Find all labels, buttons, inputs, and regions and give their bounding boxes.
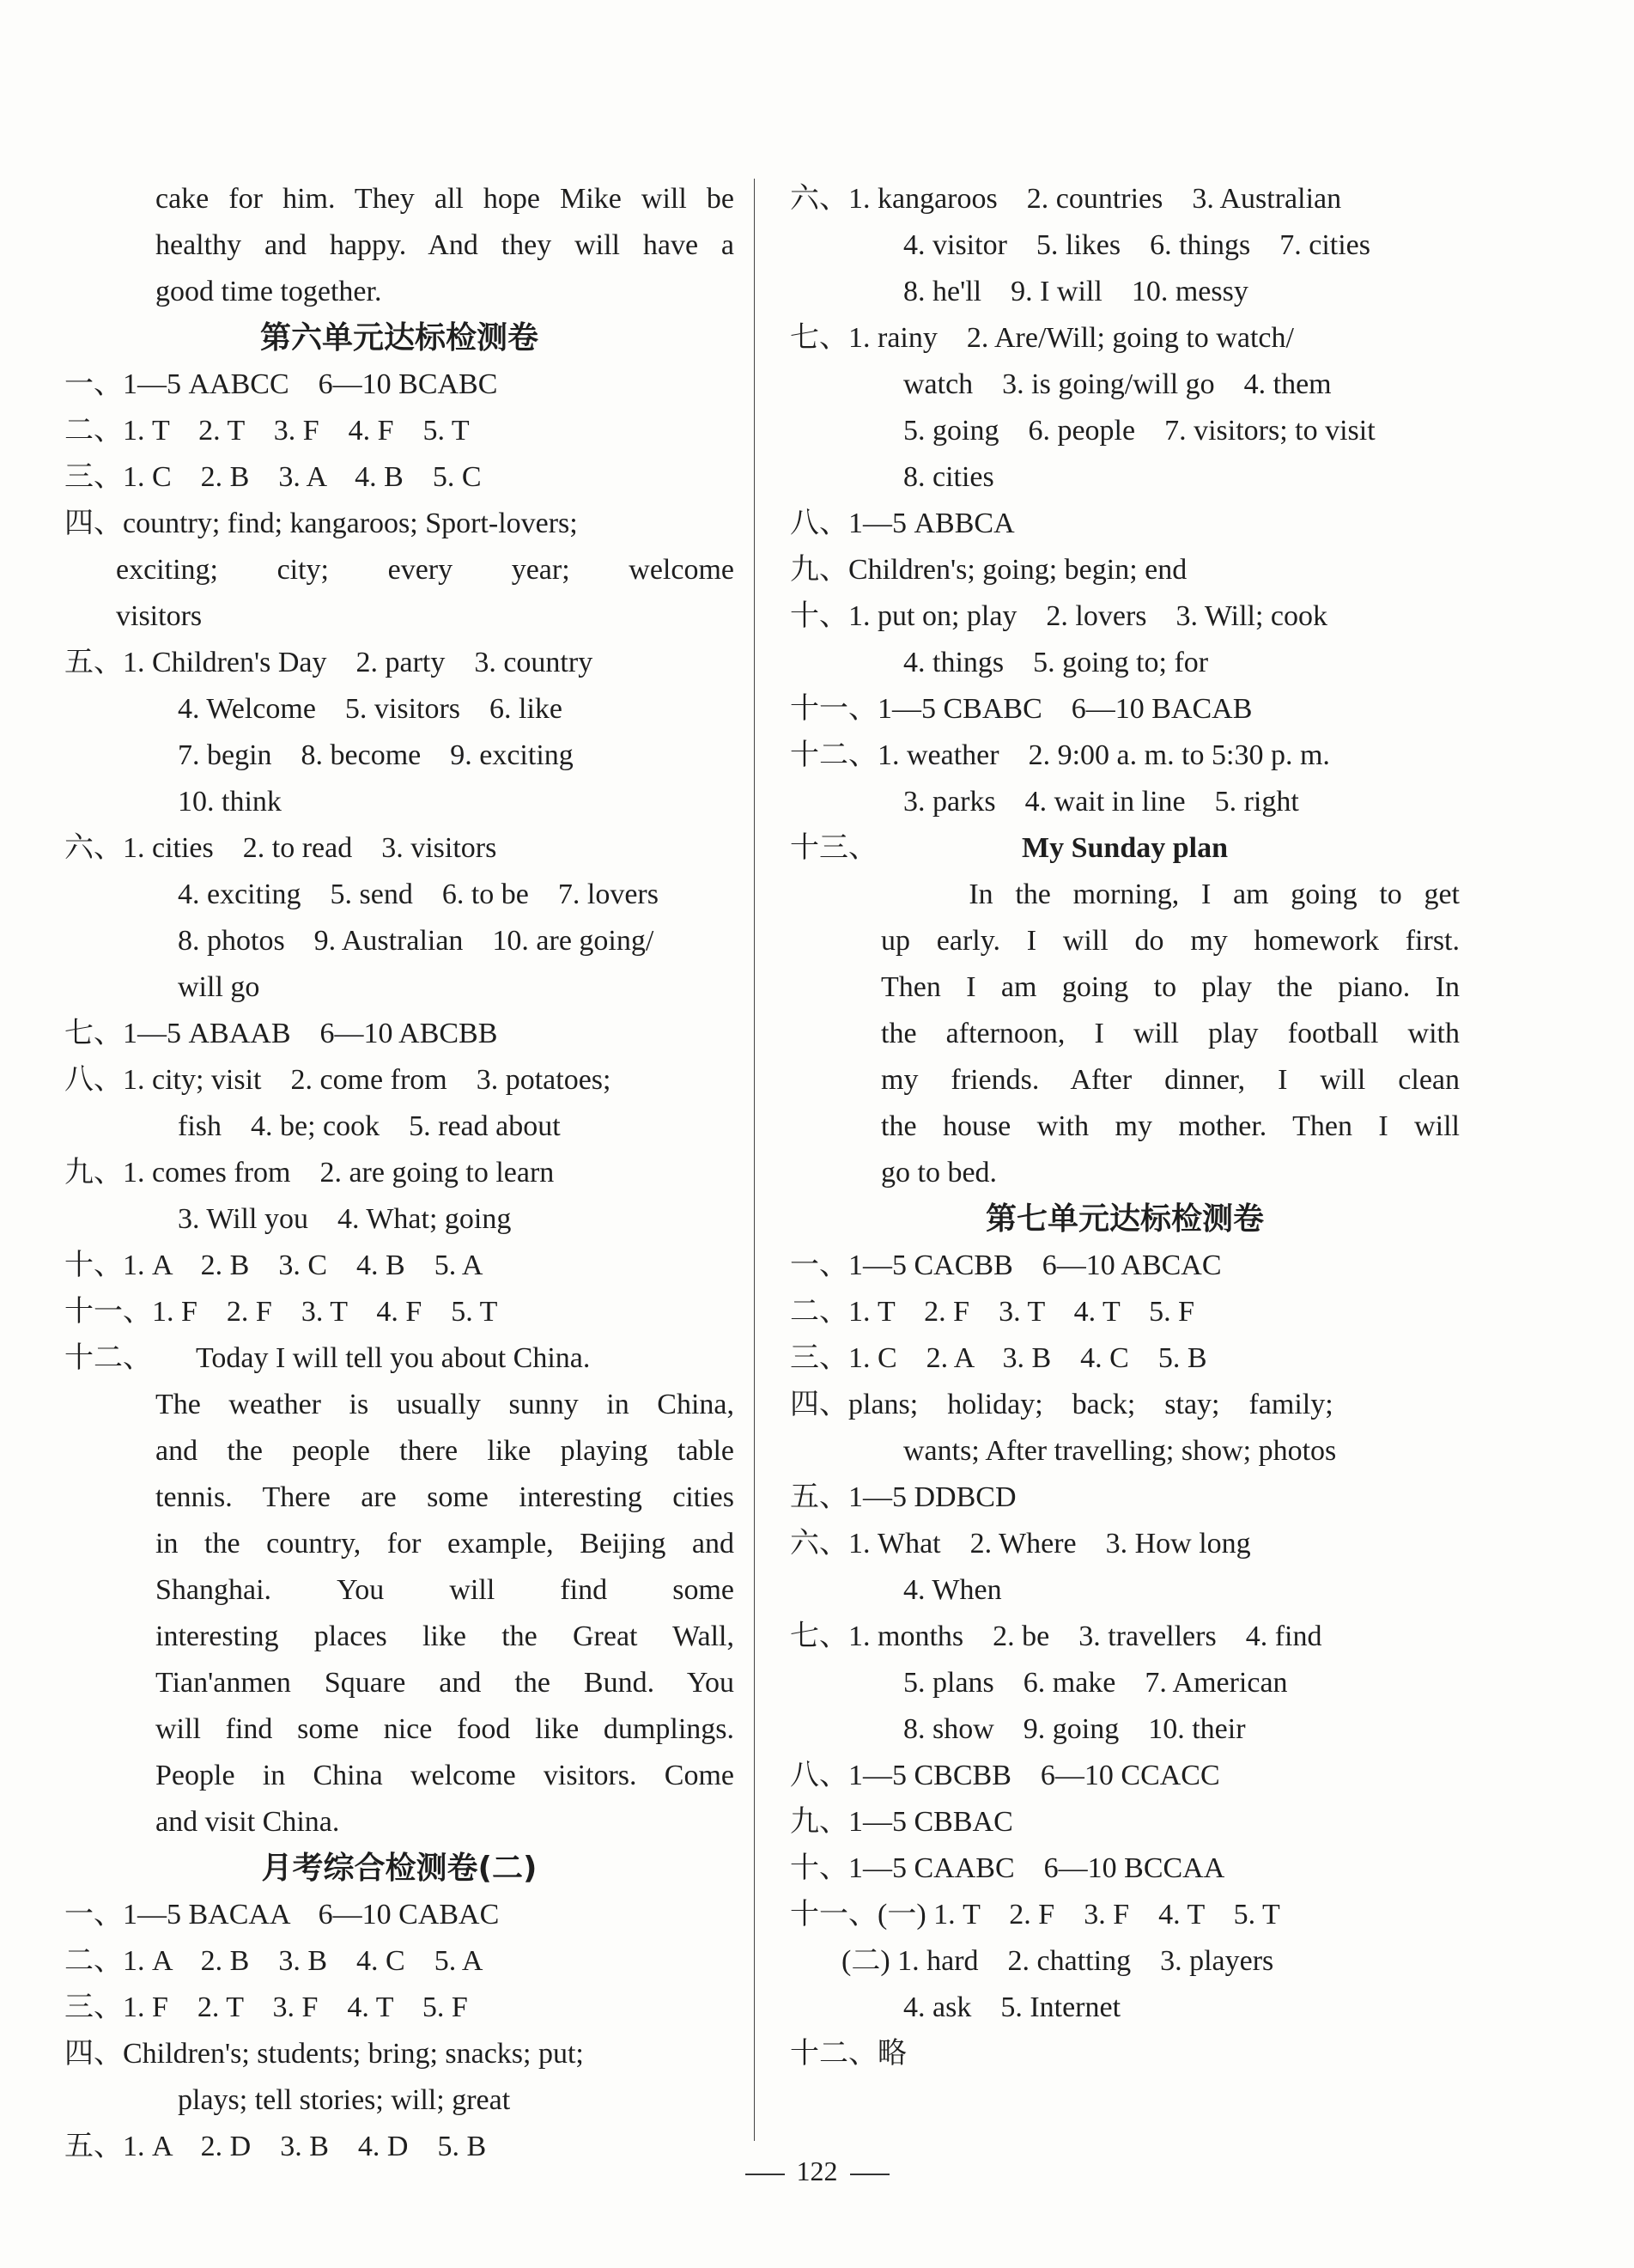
line-text: 10. think	[178, 786, 282, 818]
answer-line	[790, 315, 1460, 362]
answer-line	[64, 825, 734, 872]
line-text: 8. show 9. going 10. their	[903, 1713, 1246, 1745]
section-heading	[790, 1196, 1460, 1243]
line-text: 5. going 6. people 7. visitors; to visit	[903, 415, 1376, 447]
answer-line	[64, 1799, 734, 1845]
line-text: 六、1. kangaroos 2. countries 3. Australian	[790, 183, 1342, 215]
answer-line	[790, 222, 1460, 269]
line-text: 九、1—5 CBBAC	[790, 1806, 1013, 1838]
answer-line	[790, 547, 1460, 593]
line-text: will find some nice food like dumplings.	[155, 1713, 734, 1745]
answer-line	[790, 1428, 1460, 1475]
answer-line	[790, 593, 1460, 640]
line-text: 4. Welcome 5. visitors 6. like	[178, 693, 563, 725]
answer-line	[64, 269, 734, 315]
line-text: 三、1. C 2. A 3. B 4. C 5. B	[790, 1342, 1207, 1374]
line-text: 八、1. city; visit 2. come from 3. potatoes;	[64, 1064, 611, 1096]
answer-line	[64, 176, 734, 222]
line-text: 十一、1—5 CBABC 6—10 BACAB	[790, 693, 1253, 725]
answer-line	[64, 872, 734, 918]
answer-line	[790, 1753, 1460, 1799]
answer-line	[64, 1335, 734, 1382]
answer-line	[790, 1382, 1460, 1428]
line-text: 十一、1. F 2. F 3. T 4. F 5. T	[64, 1296, 498, 1328]
line-text: and the people there like playing table	[155, 1435, 734, 1467]
answer-line	[790, 1938, 1460, 1985]
line-text: 5. plans 6. make 7. American	[903, 1667, 1288, 1699]
answer-line	[64, 964, 734, 1011]
answer-line	[64, 2077, 734, 2124]
line-text: People in China welcome visitors. Come	[155, 1760, 734, 1791]
line-text: 十、1—5 CAABC 6—10 BCCAA	[790, 1852, 1225, 1884]
line-text: 九、1. comes from 2. are going to learn	[64, 1157, 555, 1189]
answer-line	[790, 1104, 1460, 1150]
line-text: 8. he'll 9. I will 10. messy	[903, 276, 1248, 307]
answer-line	[790, 640, 1460, 686]
answer-line	[790, 501, 1460, 547]
answer-line	[64, 1011, 734, 1057]
answer-line	[790, 1567, 1460, 1614]
answer-line	[790, 872, 1460, 918]
answer-line	[64, 501, 734, 547]
line-text: Then I am going to play the piano. In	[881, 971, 1460, 1003]
line-text: Tian'anmen Square and the Bund. You	[155, 1667, 734, 1699]
line-text: 六、1. cities 2. to read 3. visitors	[64, 832, 497, 864]
line-text: 4. visitor 5. likes 6. things 7. cities	[903, 229, 1370, 261]
answer-line	[790, 918, 1460, 964]
answer-line	[64, 1196, 734, 1243]
answer-line	[64, 733, 734, 779]
line-text: 4. When	[903, 1574, 1002, 1606]
answer-line	[790, 1799, 1460, 1845]
line-text: 第六单元达标检测卷	[259, 320, 538, 356]
line-text: 4. exciting 5. send 6. to be 7. lovers	[178, 879, 659, 910]
line-text: will go	[178, 971, 260, 1003]
line-text: in the country, for example, Beijing and	[155, 1528, 734, 1560]
answer-line	[64, 779, 734, 825]
answer-line	[64, 1938, 734, 1985]
dash-right	[850, 2174, 890, 2175]
answer-line	[790, 1845, 1460, 1892]
answer-line	[64, 2031, 734, 2077]
answer-line	[790, 1057, 1460, 1104]
answer-line	[790, 1892, 1460, 1938]
left-column	[64, 176, 734, 2170]
line-text: 十、1. A 2. B 3. C 4. B 5. A	[64, 1250, 483, 1281]
line-text: 一、1—5 BACAA 6—10 CABAC	[64, 1899, 500, 1931]
line-text: 十二、 Today I will tell you about China.	[64, 1342, 591, 1374]
line-text: 3. Will you 4. What; going	[178, 1203, 512, 1235]
line-text: 十、1. put on; play 2. lovers 3. Will; cook	[790, 600, 1328, 632]
answer-line	[790, 779, 1460, 825]
line-text: visitors	[116, 600, 203, 632]
answer-line	[64, 1892, 734, 1938]
line-text: up early. I will do my homework first.	[881, 925, 1460, 957]
answer-line	[790, 733, 1460, 779]
answer-line	[790, 1243, 1460, 1289]
line-text: 三、1. C 2. B 3. A 4. B 5. C	[64, 461, 482, 493]
answer-line	[790, 964, 1460, 1011]
answer-line	[790, 362, 1460, 408]
answer-line	[64, 1475, 734, 1521]
page-number: 122	[796, 2156, 838, 2186]
line-text: 4. ask 5. Internet	[903, 1991, 1121, 2023]
answer-line	[790, 1706, 1460, 1753]
answer-line	[790, 1011, 1460, 1057]
line-text: tennis. There are some interesting cities	[155, 1481, 734, 1513]
answer-line	[64, 640, 734, 686]
answer-line	[790, 2031, 1460, 2077]
line-text: 九、Children's; going; begin; end	[790, 554, 1188, 586]
line-text: 第七单元达标检测卷	[985, 1201, 1264, 1237]
line-text: 8. photos 9. Australian 10. are going/	[178, 925, 654, 957]
answer-line	[64, 362, 734, 408]
line-text: cake for him. They all hope Mike will be	[155, 183, 734, 215]
answer-line	[64, 1753, 734, 1799]
answer-line	[790, 1660, 1460, 1706]
answer-line	[64, 547, 734, 593]
answer-line	[64, 1985, 734, 2031]
line-text: watch 3. is going/will go 4. them	[903, 368, 1332, 400]
line-text: (二) 1. hard 2. chatting 3. players	[841, 1945, 1274, 1977]
line-text: The weather is usually sunny in China,	[155, 1389, 734, 1420]
line-text: 3. parks 4. wait in line 5. right	[903, 786, 1299, 818]
line-text: 月考综合检测卷(二)	[261, 1851, 538, 1886]
essay-title: My Sunday plan	[1022, 832, 1228, 864]
answer-line	[790, 686, 1460, 733]
line-text: good time together.	[155, 276, 382, 307]
line-text: my friends. After dinner, I will clean	[881, 1064, 1460, 1096]
column-divider	[754, 179, 755, 2141]
answer-line	[64, 1289, 734, 1335]
dash-left	[745, 2174, 785, 2175]
answer-line	[64, 1614, 734, 1660]
answer-line	[790, 454, 1460, 501]
line-text: Shanghai. You will find some	[155, 1574, 734, 1606]
line-text: 4. things 5. going to; for	[903, 647, 1209, 678]
line-text: go to bed.	[881, 1157, 998, 1189]
line-text: 五、1. Children's Day 2. party 3. country	[64, 647, 593, 678]
line-text: 二、1. A 2. B 3. B 4. C 5. A	[64, 1945, 483, 1977]
line-text: 二、1. T 2. T 3. F 4. F 5. T	[64, 415, 470, 447]
line-text: 十二、1. weather 2. 9:00 a. m. to 5:30 p. m.	[790, 739, 1330, 771]
line-text: 8. cities	[903, 461, 994, 493]
section-heading	[64, 315, 734, 362]
line-text: 四、plans; holiday; back; stay; family;	[790, 1389, 1333, 1420]
answer-line	[64, 593, 734, 640]
answer-line	[64, 1057, 734, 1104]
line-text: wants; After travelling; show; photos	[903, 1435, 1337, 1467]
answer-line	[790, 176, 1460, 222]
answer-line	[790, 269, 1460, 315]
line-text: 七、1. months 2. be 3. travellers 4. find	[790, 1620, 1322, 1652]
answer-line	[790, 1614, 1460, 1660]
answer-line	[790, 1150, 1460, 1196]
section-heading	[64, 1845, 734, 1892]
line-text: plays; tell stories; will; great	[178, 2084, 511, 2116]
answer-line	[64, 222, 734, 269]
line-text: 五、1—5 DDBCD	[790, 1481, 1017, 1513]
line-text: interesting places like the Great Wall,	[155, 1620, 734, 1652]
answer-line	[790, 1521, 1460, 1567]
line-text: fish 4. be; cook 5. read about	[178, 1110, 561, 1142]
right-column	[790, 176, 1460, 2077]
answer-line	[64, 1104, 734, 1150]
answer-line	[64, 1243, 734, 1289]
line-text: 五、1. A 2. D 3. B 4. D 5. B	[64, 2131, 487, 2162]
line-text: 十一、(一) 1. T 2. F 3. F 4. T 5. T	[790, 1899, 1280, 1931]
answer-line	[790, 1289, 1460, 1335]
line-text: 十三、	[790, 832, 878, 864]
line-text: 二、1. T 2. F 3. T 4. T 5. F	[790, 1296, 1195, 1328]
answer-line	[64, 1382, 734, 1428]
line-text: In the morning, I am going to get	[881, 879, 1460, 910]
answer-line	[64, 1706, 734, 1753]
line-text: 八、1—5 ABBCA	[790, 508, 1015, 539]
line-text: 十二、略	[790, 2038, 907, 2070]
answer-line	[790, 408, 1460, 454]
answer-line	[64, 1660, 734, 1706]
line-text: 八、1—5 CBCBB 6—10 CCACC	[790, 1760, 1220, 1791]
line-text: 七、1—5 ABAAB 6—10 ABCBB	[64, 1018, 498, 1049]
answer-line	[64, 1567, 734, 1614]
line-text: 三、1. F 2. T 3. F 4. T 5. F	[64, 1991, 468, 2023]
answer-line	[64, 918, 734, 964]
answer-line	[64, 408, 734, 454]
answer-line	[64, 1521, 734, 1567]
answer-line	[790, 1475, 1460, 1521]
answer-line	[64, 1150, 734, 1196]
line-text: and visit China.	[155, 1806, 340, 1838]
line-text: 一、1—5 AABCC 6—10 BCABC	[64, 368, 498, 400]
answer-line	[790, 1985, 1460, 2031]
answer-line	[64, 454, 734, 501]
line-text: 七、1. rainy 2. Are/Will; going to watch/	[790, 322, 1294, 354]
line-text: 一、1—5 CACBB 6—10 ABCAC	[790, 1250, 1222, 1281]
answer-line	[64, 686, 734, 733]
answer-line	[64, 1428, 734, 1475]
answer-line	[790, 1335, 1460, 1382]
line-text: 六、1. What 2. Where 3. How long	[790, 1528, 1251, 1560]
page-number-footer	[0, 2154, 1634, 2188]
line-text: 四、country; find; kangaroos; Sport-lovers;	[64, 508, 578, 539]
line-text: the afternoon, I will play football with	[881, 1018, 1460, 1049]
line-text: 7. begin 8. become 9. exciting	[178, 739, 574, 771]
answer-line	[790, 825, 1460, 872]
line-text: the house with my mother. Then I will	[881, 1110, 1460, 1142]
line-text: exciting; city; every year; welcome	[116, 554, 734, 586]
line-text: 四、Children's; students; bring; snacks; put;	[64, 2038, 584, 2070]
line-text: healthy and happy. And they will have a	[155, 229, 734, 261]
